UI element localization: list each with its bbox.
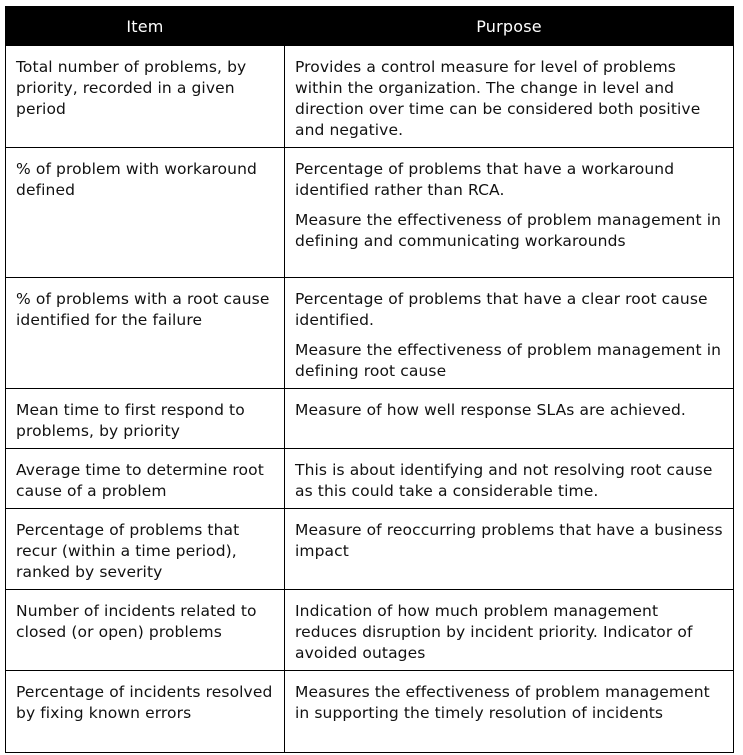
purpose-cell (285, 671, 734, 753)
table-row (6, 389, 734, 449)
purpose-text: Provides a control measure for level of problems within the organization. The change in level and direction over time can be considered both positive and negative. (295, 58, 701, 139)
purpose-text: Measure the effectiveness of problem management in defining and communicating workarounds (295, 211, 722, 250)
item-cell (6, 590, 285, 671)
item-text: % of problems with a root cause identified for the failure (16, 290, 270, 329)
purpose-cell (285, 278, 734, 389)
item-text: Mean time to first respond to problems, by priority (16, 401, 245, 440)
purpose-text: This is about identifying and not resolving root cause as this could take a considerable time. (295, 461, 713, 500)
purpose-cell (285, 449, 734, 509)
item-cell (6, 46, 285, 148)
item-cell (6, 509, 285, 590)
item-text: Total number of problems, by priority, recorded in a given period (16, 58, 247, 118)
item-column-header: Item (6, 7, 285, 46)
table-row (6, 278, 734, 389)
purpose-column-header: Purpose (285, 7, 734, 46)
item-text: % of problem with workaround defined (16, 160, 257, 199)
purpose-cell (285, 389, 734, 449)
item-text: Average time to determine root cause of a problem (16, 461, 264, 500)
item-cell (6, 389, 285, 449)
table-row (6, 449, 734, 509)
purpose-text: Measure of how well response SLAs are achieved. (295, 401, 686, 419)
purpose-text: Measures the effectiveness of problem management in supporting the timely resolution of incidents (295, 683, 710, 722)
document-table-container (5, 6, 733, 753)
table-row (6, 148, 734, 278)
item-text: Percentage of problems that recur (within a time period), ranked by severity (16, 521, 240, 581)
metrics-table (5, 6, 734, 753)
purpose-cell (285, 590, 734, 671)
purpose-cell (285, 46, 734, 148)
item-cell (6, 278, 285, 389)
purpose-text: Measure of reoccurring problems that have a business impact (295, 521, 723, 560)
item-text: Number of incidents related to closed (or open) problems (16, 602, 257, 641)
item-text: Percentage of incidents resolved by fixing known errors (16, 683, 273, 722)
purpose-text: Indication of how much problem management reduces disruption by incident priority. Indicator of avoided outages (295, 602, 693, 662)
purpose-cell (285, 509, 734, 590)
item-cell (6, 148, 285, 278)
purpose-text: Percentage of problems that have a workaround identified rather than RCA. (295, 160, 675, 199)
purpose-text: Measure the effectiveness of problem management in defining root cause (295, 341, 722, 380)
table-row (6, 671, 734, 753)
table-row (6, 590, 734, 671)
table-row (6, 46, 734, 148)
item-cell (6, 671, 285, 753)
table-header-row (6, 7, 734, 46)
table-row (6, 509, 734, 590)
purpose-text: Percentage of problems that have a clear root cause identified. (295, 290, 708, 329)
purpose-cell (285, 148, 734, 278)
item-cell (6, 449, 285, 509)
